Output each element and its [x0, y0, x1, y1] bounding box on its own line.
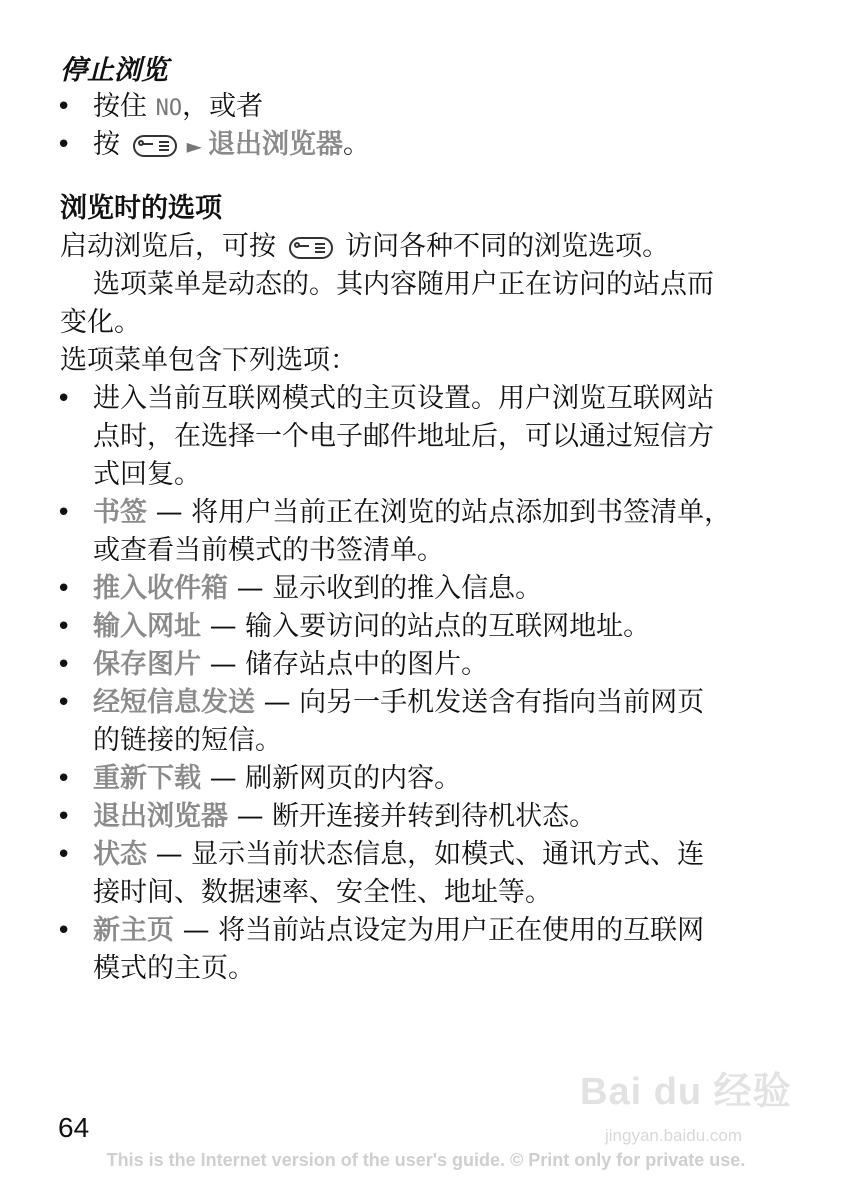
list-item-bookmarks: 书签 — 将用户当前正在浏览的站点添加到书签清单， — [93, 497, 732, 528]
list-item-enter-url: 输入网址 — 输入要访问的站点的互联网地址。 — [93, 611, 651, 642]
bullet-dot: • — [56, 840, 72, 870]
section-heading-stop-browsing: 停止浏览 — [60, 55, 168, 86]
list-item-send-sms: 经短信息发送 — 向另一手机发送含有指向当前网页 — [93, 687, 705, 718]
list-item-save-picture: 保存图片 — 储存站点中的图片。 — [93, 649, 489, 680]
footer-notice: This is the Internet version of the user's guide. © Print only for private use. — [106, 1150, 746, 1170]
list-item-status: 状态 — 显示当前状态信息，如模式、通讯方式、连 — [93, 839, 705, 870]
stop-item-2: 按 ► 退出浏览器。 — [93, 129, 370, 160]
no-key-label: NO — [155, 96, 183, 121]
paragraph-line: 选项菜单包含下列选项： — [60, 345, 357, 376]
list-item-new-homepage: 新主页 — 将当前站点设定为用户正在使用的互联网 — [93, 915, 705, 946]
stop-item-1: 按住 NO，或者 — [93, 91, 264, 122]
list-item-reload: 重新下载 — 刷新网页的内容。 — [93, 763, 462, 794]
exit-browser-label: 退出浏览器 — [207, 129, 343, 160]
bullet-dot: • — [56, 612, 72, 642]
bullet-dot: • — [56, 130, 72, 160]
section-heading-options: 浏览时的选项 — [60, 193, 222, 224]
bullet-dot: • — [56, 384, 72, 414]
option-label: 输入网址 — [93, 611, 201, 642]
list-item-line: 进入当前互联网模式的主页设置。用户浏览互联网站 — [93, 383, 714, 414]
bullet-dot: • — [56, 650, 72, 680]
list-item-line: 式回复。 — [93, 459, 201, 490]
key-menu-icon — [133, 135, 177, 157]
bullet-dot: • — [56, 92, 72, 122]
list-item-line: 的链接的短信。 — [93, 725, 282, 756]
bullet-dot: • — [56, 802, 72, 832]
list-item-line: 接时间、数据速率、安全性、地址等。 — [93, 877, 552, 908]
key-menu-icon — [289, 237, 333, 259]
option-label: 重新下载 — [93, 763, 201, 794]
list-item-push-inbox: 推入收件箱 — 显示收到的推入信息。 — [93, 573, 543, 604]
list-item-line: 模式的主页。 — [93, 953, 255, 984]
list-item-line: 点时，在选择一个电子邮件地址后，可以通过短信方 — [93, 421, 714, 452]
baidu-watermark-url: jingyan.baidu.com — [605, 1126, 743, 1145]
paragraph-line: 选项菜单是动态的。其内容随用户正在访问的站点而 — [93, 269, 714, 300]
bullet-dot: • — [56, 916, 72, 946]
bullet-dot: • — [56, 574, 72, 604]
option-label: 状态 — [93, 839, 147, 870]
list-item-exit-browser: 退出浏览器 — 断开连接并转到待机状态。 — [93, 801, 597, 832]
bullet-dot: • — [56, 498, 72, 528]
bullet-dot: • — [56, 764, 72, 794]
bullet-dot: • — [56, 688, 72, 718]
option-label: 书签 — [93, 497, 147, 528]
option-label: 退出浏览器 — [93, 801, 228, 832]
options-intro: 启动浏览后，可按 访问各种不同的浏览选项。 — [60, 231, 670, 262]
option-label: 保存图片 — [93, 649, 201, 680]
page-number: 64 — [58, 1112, 90, 1143]
paragraph-line: 变化。 — [60, 307, 141, 338]
option-label: 新主页 — [93, 915, 174, 946]
list-item-line: 或查看当前模式的书签清单。 — [93, 535, 444, 566]
baidu-watermark-logo: Bai du 经验 — [580, 1071, 792, 1113]
option-label: 推入收件箱 — [93, 573, 228, 604]
arrow-right-icon: ► — [186, 134, 202, 158]
option-label: 经短信息发送 — [93, 687, 255, 718]
